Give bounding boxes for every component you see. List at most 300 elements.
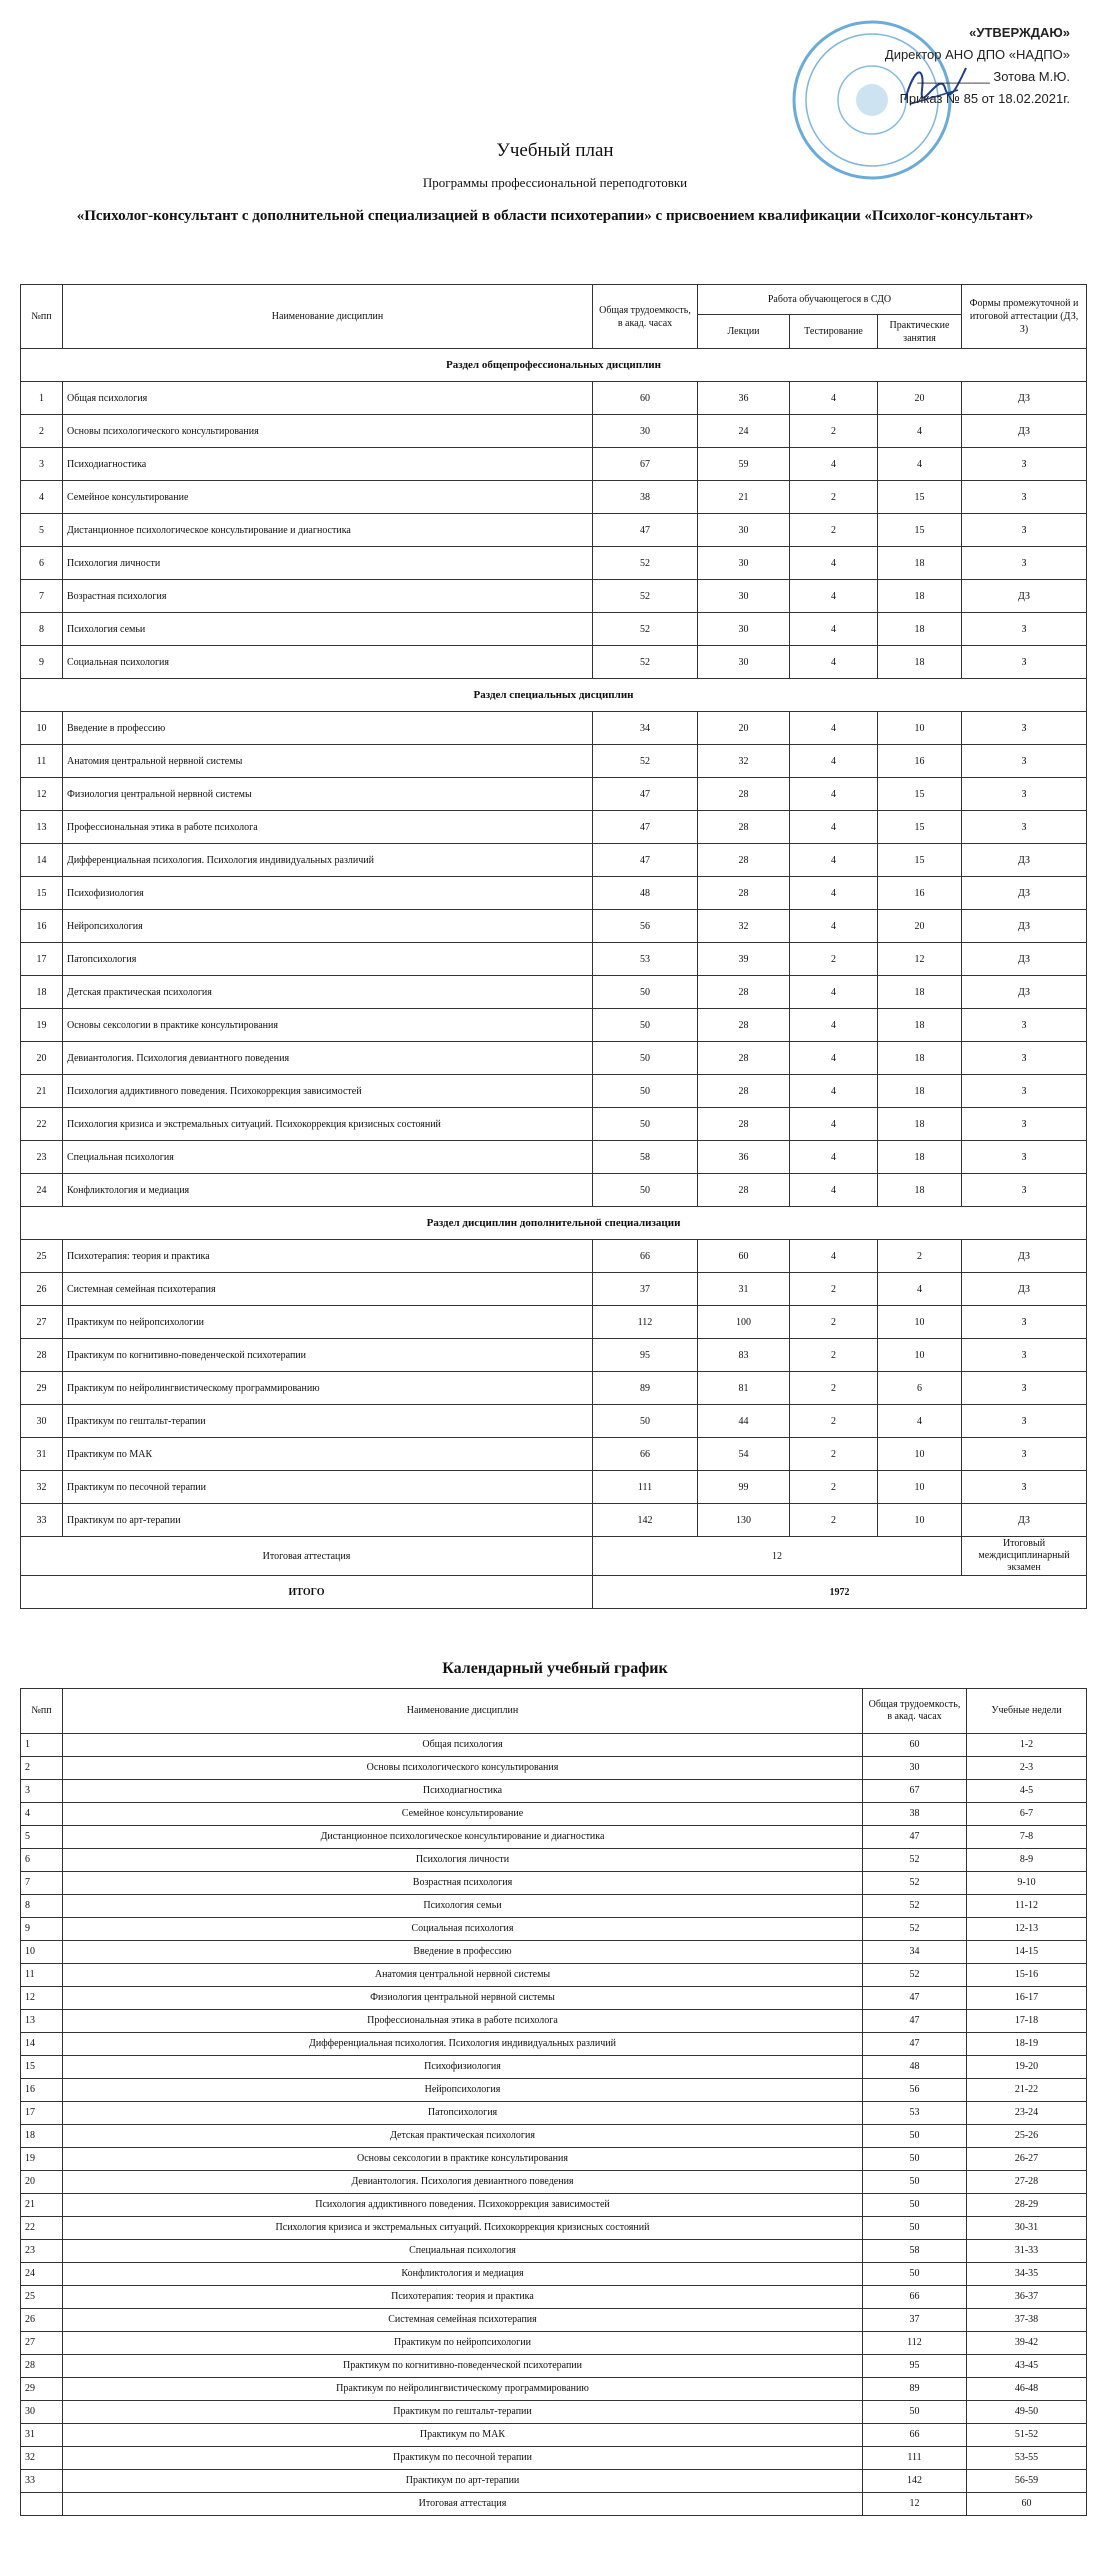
- testing-cell: 4: [790, 877, 878, 910]
- table-row: [21, 1306, 1087, 1339]
- practice-cell: 10: [878, 1504, 962, 1537]
- weeks-cell: 12-13: [967, 1918, 1087, 1941]
- attestation-form-cell: З: [962, 547, 1087, 580]
- lectures-cell: 32: [698, 910, 790, 943]
- row-number: 31: [21, 1438, 63, 1471]
- calendar-row: [21, 2378, 1087, 2401]
- weeks-cell: 25-26: [967, 2125, 1087, 2148]
- table-row: [21, 1405, 1087, 1438]
- practice-cell: 15: [878, 778, 962, 811]
- row-number: 11: [21, 745, 63, 778]
- lectures-cell: 36: [698, 382, 790, 415]
- discipline-name: Введение в профессию: [63, 712, 593, 745]
- hours-cell: 60: [593, 382, 698, 415]
- weeks-cell: 16-17: [967, 1987, 1087, 2010]
- hours-cell: 52: [593, 613, 698, 646]
- hours-cell: 37: [593, 1273, 698, 1306]
- discipline-name: Психология аддиктивного поведения. Психокоррекция зависимостей: [63, 1075, 593, 1108]
- lectures-cell: 130: [698, 1504, 790, 1537]
- calendar-row: [21, 2332, 1087, 2355]
- practice-cell: 10: [878, 1339, 962, 1372]
- calendar-row: [21, 2263, 1087, 2286]
- hours-cell: 30: [593, 415, 698, 448]
- row-number: 16: [21, 910, 63, 943]
- lectures-cell: 30: [698, 514, 790, 547]
- row-number: 20: [21, 1042, 63, 1075]
- calendar-table: [20, 1688, 1087, 2516]
- discipline-name: Психология аддиктивного поведения. Психокоррекция зависимостей: [63, 2194, 863, 2217]
- hours-cell: 38: [593, 481, 698, 514]
- col-header-forms: Формы промежуточной и итоговой аттестации (ДЗ, З): [962, 285, 1087, 349]
- final-attestation-form: Итоговый междисциплинарный экзамен: [962, 1537, 1087, 1576]
- approval-block: [750, 22, 1070, 110]
- discipline-name: Практикум по гештальт-терапии: [63, 2401, 863, 2424]
- practice-cell: 20: [878, 382, 962, 415]
- col-header-testing: Тестирование: [790, 315, 878, 349]
- weeks-cell: 31-33: [967, 2240, 1087, 2263]
- discipline-name: Практикум по песочной терапии: [63, 1471, 593, 1504]
- practice-cell: 18: [878, 1009, 962, 1042]
- total-hours: 1972: [593, 1576, 1087, 1609]
- calendar-row: [21, 2309, 1087, 2332]
- hours-cell: 66: [863, 2424, 967, 2447]
- lectures-cell: 28: [698, 877, 790, 910]
- table-row: [21, 1339, 1087, 1372]
- testing-cell: 2: [790, 1339, 878, 1372]
- testing-cell: 4: [790, 1174, 878, 1207]
- discipline-name: Психология личности: [63, 547, 593, 580]
- attestation-form-cell: З: [962, 1372, 1087, 1405]
- discipline-name: Патопсихология: [63, 2102, 863, 2125]
- discipline-name: Психофизиология: [63, 2056, 863, 2079]
- discipline-name: Практикум по нейролингвистическому программированию: [63, 1372, 593, 1405]
- weeks-cell: 36-37: [967, 2286, 1087, 2309]
- lectures-cell: 28: [698, 778, 790, 811]
- discipline-name: Специальная психология: [63, 1141, 593, 1174]
- practice-cell: 18: [878, 1108, 962, 1141]
- practice-cell: 18: [878, 976, 962, 1009]
- discipline-name: Психотерапия: теория и практика: [63, 2286, 863, 2309]
- discipline-name: Детская практическая психология: [63, 976, 593, 1009]
- weeks-cell: 26-27: [967, 2148, 1087, 2171]
- row-number: 8: [21, 613, 63, 646]
- practice-cell: 2: [878, 1240, 962, 1273]
- row-number: 11: [21, 1964, 63, 1987]
- table-row: [21, 778, 1087, 811]
- section-title: Раздел дисциплин дополнительной специализации: [21, 1207, 1087, 1240]
- row-number: 6: [21, 547, 63, 580]
- discipline-name: Семейное консультирование: [63, 481, 593, 514]
- hours-cell: 67: [863, 1780, 967, 1803]
- discipline-name: Семейное консультирование: [63, 1803, 863, 1826]
- table-row: [21, 1273, 1087, 1306]
- lectures-cell: 30: [698, 613, 790, 646]
- lectures-cell: 44: [698, 1405, 790, 1438]
- row-number: 21: [21, 1075, 63, 1108]
- row-number: 21: [21, 2194, 63, 2217]
- hours-cell: 66: [593, 1240, 698, 1273]
- lectures-cell: 39: [698, 943, 790, 976]
- attestation-form-cell: ДЗ: [962, 844, 1087, 877]
- table-row: [21, 1471, 1087, 1504]
- calendar-row: [21, 1872, 1087, 1895]
- lectures-cell: 24: [698, 415, 790, 448]
- testing-cell: 2: [790, 943, 878, 976]
- calendar-row: [21, 1734, 1087, 1757]
- hours-cell: 50: [593, 1042, 698, 1075]
- discipline-name: Системная семейная психотерапия: [63, 1273, 593, 1306]
- calendar-row: [21, 2148, 1087, 2171]
- row-number: 28: [21, 1339, 63, 1372]
- hours-cell: 47: [593, 778, 698, 811]
- row-number: 18: [21, 976, 63, 1009]
- table-row: [21, 448, 1087, 481]
- weeks-cell: 43-45: [967, 2355, 1087, 2378]
- hours-cell: 50: [593, 1075, 698, 1108]
- lectures-cell: 28: [698, 811, 790, 844]
- attestation-form-cell: З: [962, 481, 1087, 514]
- testing-cell: 4: [790, 1240, 878, 1273]
- hours-cell: 48: [863, 2056, 967, 2079]
- table-row: [21, 1075, 1087, 1108]
- discipline-name: Психотерапия: теория и практика: [63, 1240, 593, 1273]
- attestation-form-cell: ДЗ: [962, 415, 1087, 448]
- document-subtitle: Программы профессиональной переподготовки: [422, 175, 688, 190]
- approval-position: Директор АНО ДПО «НАДПО»: [884, 47, 1070, 62]
- calendar-row: [21, 2240, 1087, 2263]
- testing-cell: 4: [790, 1108, 878, 1141]
- table-row: [21, 712, 1087, 745]
- attestation-form-cell: ДЗ: [962, 976, 1087, 1009]
- testing-cell: 4: [790, 1141, 878, 1174]
- discipline-name: Психология личности: [63, 1849, 863, 1872]
- row-number: 9: [21, 1918, 63, 1941]
- testing-cell: 4: [790, 844, 878, 877]
- practice-cell: 16: [878, 745, 962, 778]
- table-row: [21, 844, 1087, 877]
- total-row: [21, 1576, 1087, 1609]
- calendar-row: [21, 1918, 1087, 1941]
- hours-cell: 47: [593, 811, 698, 844]
- lectures-cell: 32: [698, 745, 790, 778]
- attestation-form-cell: З: [962, 1108, 1087, 1141]
- col-header-hours: Общая трудоемкость, в акад. часах: [593, 285, 698, 349]
- discipline-name: Анатомия центральной нервной системы: [63, 745, 593, 778]
- discipline-name: Физиология центральной нервной системы: [63, 778, 593, 811]
- discipline-name: Практикум по нейролингвистическому программированию: [63, 2378, 863, 2401]
- discipline-name: Практикум по нейропсихологии: [63, 2332, 863, 2355]
- hours-cell: 50: [593, 1009, 698, 1042]
- row-number: 2: [21, 415, 63, 448]
- hours-cell: 48: [593, 877, 698, 910]
- testing-cell: 2: [790, 1438, 878, 1471]
- testing-cell: 4: [790, 745, 878, 778]
- lectures-cell: 21: [698, 481, 790, 514]
- discipline-name: Дифференциальная психология. Психология индивидуальных различий: [63, 2033, 863, 2056]
- discipline-name: Практикум по гештальт-терапии: [63, 1405, 593, 1438]
- hours-cell: 50: [863, 2148, 967, 2171]
- hours-cell: 52: [863, 1872, 967, 1895]
- discipline-name: Детская практическая психология: [63, 2125, 863, 2148]
- practice-cell: 10: [878, 712, 962, 745]
- discipline-name: Дистанционное психологическое консультирование и диагностика: [63, 514, 593, 547]
- calendar-row: [21, 1849, 1087, 1872]
- row-number: 23: [21, 1141, 63, 1174]
- hours-cell: 52: [863, 1964, 967, 1987]
- col-header-practice: Практические занятия: [878, 315, 962, 349]
- row-number: 18: [21, 2125, 63, 2148]
- table-row: [21, 646, 1087, 679]
- practice-cell: 18: [878, 547, 962, 580]
- row-number: 14: [21, 844, 63, 877]
- calendar-row: [21, 1757, 1087, 1780]
- table-row: [21, 1240, 1087, 1273]
- row-number: 5: [21, 514, 63, 547]
- discipline-name: Практикум по МАК: [63, 2424, 863, 2447]
- testing-cell: 2: [790, 514, 878, 547]
- practice-cell: 4: [878, 415, 962, 448]
- discipline-name: Возрастная психология: [63, 580, 593, 613]
- weeks-cell: 17-18: [967, 2010, 1087, 2033]
- practice-cell: 18: [878, 1141, 962, 1174]
- calendar-row: [21, 2033, 1087, 2056]
- row-number: 7: [21, 1872, 63, 1895]
- testing-cell: 2: [790, 481, 878, 514]
- practice-cell: 18: [878, 1174, 962, 1207]
- row-number: 16: [21, 2079, 63, 2102]
- practice-cell: 10: [878, 1306, 962, 1339]
- testing-cell: 4: [790, 811, 878, 844]
- hours-cell: 58: [593, 1141, 698, 1174]
- discipline-name: Основы сексологии в практике консультирования: [63, 2148, 863, 2171]
- row-number: 15: [21, 2056, 63, 2079]
- attestation-form-cell: З: [962, 1042, 1087, 1075]
- hours-cell: 47: [863, 2033, 967, 2056]
- table-row: [21, 976, 1087, 1009]
- lectures-cell: 30: [698, 646, 790, 679]
- hours-cell: 95: [593, 1339, 698, 1372]
- discipline-name: Введение в профессию: [63, 1941, 863, 1964]
- discipline-name: Практикум по песочной терапии: [63, 2447, 863, 2470]
- table-row: [21, 580, 1087, 613]
- weeks-cell: 46-48: [967, 2378, 1087, 2401]
- cal-header-num: №пп: [21, 1689, 63, 1734]
- lectures-cell: 83: [698, 1339, 790, 1372]
- calendar-row: [21, 1987, 1087, 2010]
- discipline-name: Социальная психология: [63, 646, 593, 679]
- attestation-form-cell: З: [962, 712, 1087, 745]
- discipline-name: Дифференциальная психология. Психология индивидуальных различий: [63, 844, 593, 877]
- discipline-name: Практикум по когнитивно-поведенческой психотерапии: [63, 2355, 863, 2378]
- practice-cell: 15: [878, 844, 962, 877]
- calendar-row: [21, 2010, 1087, 2033]
- testing-cell: 4: [790, 1009, 878, 1042]
- testing-cell: 4: [790, 547, 878, 580]
- weeks-cell: 8-9: [967, 1849, 1087, 1872]
- row-number: 19: [21, 1009, 63, 1042]
- discipline-name: Профессиональная этика в работе психолога: [63, 811, 593, 844]
- hours-cell: 66: [593, 1438, 698, 1471]
- approval-order: Приказ № 85 от 18.02.2021г.: [899, 91, 1070, 106]
- lectures-cell: 30: [698, 580, 790, 613]
- weeks-cell: 7-8: [967, 1826, 1087, 1849]
- hours-cell: 50: [593, 1108, 698, 1141]
- hours-cell: 12: [863, 2493, 967, 2516]
- discipline-name: Основы психологического консультирования: [63, 1757, 863, 1780]
- weeks-cell: 27-28: [967, 2171, 1087, 2194]
- row-number: 26: [21, 2309, 63, 2332]
- attestation-form-cell: ДЗ: [962, 382, 1087, 415]
- hours-cell: 89: [593, 1372, 698, 1405]
- attestation-form-cell: ДЗ: [962, 943, 1087, 976]
- discipline-name: Анатомия центральной нервной системы: [63, 1964, 863, 1987]
- calendar-row: [21, 2493, 1087, 2516]
- discipline-name: Психодиагностика: [63, 1780, 863, 1803]
- calendar-row: [21, 2125, 1087, 2148]
- attestation-form-cell: З: [962, 1438, 1087, 1471]
- lectures-cell: 59: [698, 448, 790, 481]
- weeks-cell: 1-2: [967, 1734, 1087, 1757]
- table-row: [21, 415, 1087, 448]
- practice-cell: 4: [878, 1405, 962, 1438]
- attestation-form-cell: З: [962, 1471, 1087, 1504]
- discipline-name: Психология семьи: [63, 613, 593, 646]
- table-row: [21, 1141, 1087, 1174]
- discipline-name: Практикум по арт-терапии: [63, 1504, 593, 1537]
- weeks-cell: 49-50: [967, 2401, 1087, 2424]
- row-number: 22: [21, 2217, 63, 2240]
- attestation-form-cell: З: [962, 745, 1087, 778]
- hours-cell: 53: [593, 943, 698, 976]
- hours-cell: 47: [593, 844, 698, 877]
- attestation-form-cell: ДЗ: [962, 580, 1087, 613]
- row-number: 7: [21, 580, 63, 613]
- weeks-cell: 6-7: [967, 1803, 1087, 1826]
- table-row: [21, 910, 1087, 943]
- hours-cell: 52: [593, 745, 698, 778]
- attestation-form-cell: З: [962, 613, 1087, 646]
- row-number: 8: [21, 1895, 63, 1918]
- weeks-cell: 9-10: [967, 1872, 1087, 1895]
- attestation-form-cell: З: [962, 1141, 1087, 1174]
- practice-cell: 6: [878, 1372, 962, 1405]
- hours-cell: 95: [863, 2355, 967, 2378]
- row-number: 23: [21, 2240, 63, 2263]
- hours-cell: 56: [863, 2079, 967, 2102]
- hours-cell: 37: [863, 2309, 967, 2332]
- calendar-row: [21, 2217, 1087, 2240]
- table-row: [21, 382, 1087, 415]
- row-number: 30: [21, 1405, 63, 1438]
- hours-cell: 47: [863, 1987, 967, 2010]
- calendar-row: [21, 1964, 1087, 1987]
- hours-cell: 50: [863, 2401, 967, 2424]
- practice-cell: 18: [878, 646, 962, 679]
- discipline-name: Практикум по МАК: [63, 1438, 593, 1471]
- hours-cell: 50: [863, 2194, 967, 2217]
- weeks-cell: 21-22: [967, 2079, 1087, 2102]
- attestation-form-cell: З: [962, 514, 1087, 547]
- hours-cell: 112: [863, 2332, 967, 2355]
- attestation-form-cell: ДЗ: [962, 1504, 1087, 1537]
- row-number: 12: [21, 778, 63, 811]
- program-title: «Психолог-консультант с дополнительной специализацией в области психотерапии» с присвоением квалификации «Психолог-консультант»: [76, 208, 1034, 224]
- hours-cell: 50: [863, 2171, 967, 2194]
- testing-cell: 4: [790, 448, 878, 481]
- row-number: 33: [21, 2470, 63, 2493]
- discipline-name: Общая психология: [63, 1734, 863, 1757]
- hours-cell: 50: [863, 2263, 967, 2286]
- document-title: Учебный план: [496, 140, 614, 161]
- lectures-cell: 28: [698, 1075, 790, 1108]
- row-number: 6: [21, 1849, 63, 1872]
- testing-cell: 4: [790, 910, 878, 943]
- discipline-name: Специальная психология: [63, 2240, 863, 2263]
- calendar-row: [21, 2079, 1087, 2102]
- attestation-form-cell: ДЗ: [962, 910, 1087, 943]
- row-number: 20: [21, 2171, 63, 2194]
- weeks-cell: 34-35: [967, 2263, 1087, 2286]
- calendar-row: [21, 1780, 1087, 1803]
- lectures-cell: 99: [698, 1471, 790, 1504]
- hours-cell: 52: [863, 1895, 967, 1918]
- discipline-name: Социальная психология: [63, 1918, 863, 1941]
- section-row: [21, 1207, 1087, 1240]
- table-row: [21, 1438, 1087, 1471]
- table-row: [21, 1042, 1087, 1075]
- lectures-cell: 20: [698, 712, 790, 745]
- practice-cell: 15: [878, 811, 962, 844]
- hours-cell: 53: [863, 2102, 967, 2125]
- weeks-cell: 2-3: [967, 1757, 1087, 1780]
- hours-cell: 142: [593, 1504, 698, 1537]
- discipline-name: Физиология центральной нервной системы: [63, 1987, 863, 2010]
- calendar-row: [21, 1941, 1087, 1964]
- calendar-row: [21, 2102, 1087, 2125]
- hours-cell: 52: [863, 1849, 967, 1872]
- row-number: 32: [21, 1471, 63, 1504]
- row-number: 31: [21, 2424, 63, 2447]
- lectures-cell: 28: [698, 1042, 790, 1075]
- weeks-cell: 51-52: [967, 2424, 1087, 2447]
- lectures-cell: 100: [698, 1306, 790, 1339]
- hours-cell: 30: [863, 1757, 967, 1780]
- row-number: 5: [21, 1826, 63, 1849]
- discipline-name: Психология кризиса и экстремальных ситуаций. Психокоррекция кризисных состояний: [63, 2217, 863, 2240]
- discipline-name: Системная семейная психотерапия: [63, 2309, 863, 2332]
- row-number: 1: [21, 382, 63, 415]
- lectures-cell: 81: [698, 1372, 790, 1405]
- table-row: [21, 1504, 1087, 1537]
- hours-cell: 112: [593, 1306, 698, 1339]
- row-number: 26: [21, 1273, 63, 1306]
- testing-cell: 4: [790, 382, 878, 415]
- discipline-name: Конфликтология и медиация: [63, 1174, 593, 1207]
- hours-cell: 50: [593, 976, 698, 1009]
- practice-cell: 15: [878, 481, 962, 514]
- calendar-row: [21, 2056, 1087, 2079]
- table-row: [21, 613, 1087, 646]
- hours-cell: 47: [863, 1826, 967, 1849]
- testing-cell: 2: [790, 1306, 878, 1339]
- row-number: 3: [21, 1780, 63, 1803]
- row-number: 15: [21, 877, 63, 910]
- hours-cell: 50: [593, 1405, 698, 1438]
- weeks-cell: 11-12: [967, 1895, 1087, 1918]
- section-title: Раздел специальных дисциплин: [21, 679, 1087, 712]
- lectures-cell: 31: [698, 1273, 790, 1306]
- practice-cell: 4: [878, 448, 962, 481]
